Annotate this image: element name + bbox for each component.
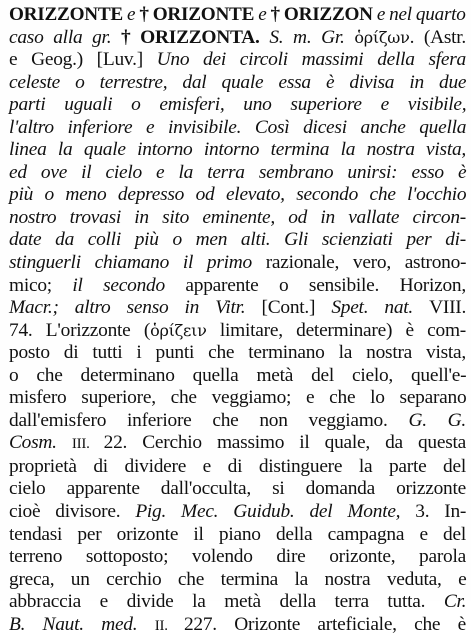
text-run: 22. Cerchio massimo il quale, da questa	[103, 432, 467, 454]
dictionary-entry-orizzonte	[9, 4, 466, 637]
text-line	[9, 478, 466, 501]
text-run: G. G.	[408, 409, 467, 431]
text-run: cioè divisore.	[9, 501, 136, 523]
text-run: e	[254, 4, 271, 25]
text-line	[9, 456, 466, 479]
text-line	[9, 184, 466, 207]
text-run: stinguerli chiamano il primo	[9, 252, 266, 274]
text-run: . (Astr.	[409, 26, 467, 48]
text-run: II.	[154, 617, 184, 634]
text-run: celeste o terrestre, dal quale essa è divisa in due	[9, 71, 467, 93]
text-line	[9, 275, 466, 298]
text-line	[9, 524, 466, 547]
text-run: Macr.; altro senso in Vitr.	[9, 297, 262, 319]
text-line	[9, 501, 466, 524]
text-run: [Cont.]	[261, 297, 332, 319]
text-run: apparente o sensibile. Horizon,	[185, 274, 466, 296]
text-run: abbraccia e divide la metà della terra tutta.	[9, 591, 444, 613]
text-run: e nel quarto	[372, 4, 466, 25]
text-line	[9, 297, 466, 320]
text-run: Cr.	[443, 591, 467, 613]
text-run: tendasi per orizonte il piano della campagna e del	[9, 523, 466, 545]
text-run: 74. L'orizzonte (	[9, 319, 151, 341]
text-line	[9, 342, 466, 365]
text-line	[9, 591, 466, 614]
text-run: nostro trovasi in sito eminente, od in vallate circon-	[9, 206, 466, 228]
text-run: il secondo	[72, 274, 186, 296]
text-run: VIII.	[429, 297, 467, 319]
text-run: razionale, vero, astrono-	[265, 252, 467, 274]
text-run: ὁρίζειν	[150, 320, 207, 340]
text-line	[9, 320, 466, 343]
text-run: linea la quale intorno intorno termina la nostra vista,	[9, 139, 466, 161]
text-line	[9, 546, 466, 569]
text-run: Spet. nat.	[331, 297, 430, 319]
text-line	[9, 365, 466, 388]
text-run: terreno sottoposto; volendo dire orizonte, parola	[9, 546, 466, 568]
text-line	[9, 387, 466, 410]
text-line	[9, 229, 466, 252]
text-run: Uno dei circoli massimi della sfera	[156, 49, 466, 71]
text-run: cielo apparente dall'occulta, si domanda orizzonte	[9, 478, 466, 500]
text-run: caso alla gr.	[9, 26, 121, 48]
text-run: e	[122, 4, 140, 25]
text-run: o che determinano quella metà del cielo, quell'e-	[9, 364, 467, 386]
text-run: l'altro inferiore e invisibile. Così dicesi anche quella	[9, 116, 467, 138]
text-run: III.	[71, 436, 104, 453]
text-run: dall'emisfero inferiore che non veggiamo.	[9, 409, 409, 431]
text-line	[9, 27, 466, 50]
text-line	[9, 72, 466, 95]
text-run: S. m. Gr.	[259, 26, 355, 48]
text-line	[9, 162, 466, 185]
text-run: ὁρίζων	[354, 27, 410, 47]
text-run: misfero superiore, che veggiamo; e che lo separano	[9, 387, 467, 409]
text-run: greca, un cerchio che termina la nostra veduta, e	[9, 568, 467, 590]
text-run: limitare, determinare) è com-	[206, 319, 467, 341]
text-run: parti uguali o emisferi, uno superiore e visibile,	[9, 94, 467, 116]
text-line	[9, 410, 466, 433]
text-run: † ORIZONTE	[139, 4, 255, 25]
text-line	[9, 4, 466, 27]
text-run: ORIZZONTE	[9, 4, 123, 25]
text-run: 3. In-	[415, 501, 467, 523]
text-line	[9, 569, 466, 592]
text-run: † ORIZZONTA.	[121, 26, 260, 48]
text-run: date da colli più o men alti. Gli scienziati per di-	[9, 229, 466, 251]
text-run: Pig. Mec. Guidub. del Monte,	[135, 501, 416, 523]
text-run: 227. Orizonte arteficiale, che è	[183, 613, 466, 635]
text-line	[9, 207, 466, 230]
text-line	[9, 614, 466, 637]
text-run: e Geog.) [Luv.]	[9, 49, 157, 71]
text-run: † ORIZZON	[270, 4, 373, 25]
text-run: proprietà di dividere e di distinguere la parte del	[9, 455, 466, 477]
text-run: B. Naut. med.	[9, 613, 155, 635]
text-line	[9, 117, 466, 140]
text-line	[9, 252, 466, 275]
text-run: posto di tutti i punti che terminano la nostra vista,	[9, 342, 466, 364]
text-run: più o meno depresso od elevato, secondo che l'occhio	[9, 184, 467, 206]
text-run: Cosm.	[9, 432, 72, 454]
text-run: ed ove il cielo e la terra sembrano unirsi: esso è	[9, 161, 467, 183]
text-line	[9, 94, 466, 117]
text-run: mico;	[9, 274, 73, 296]
text-line	[9, 49, 466, 72]
text-line	[9, 432, 466, 456]
text-line	[9, 139, 466, 162]
